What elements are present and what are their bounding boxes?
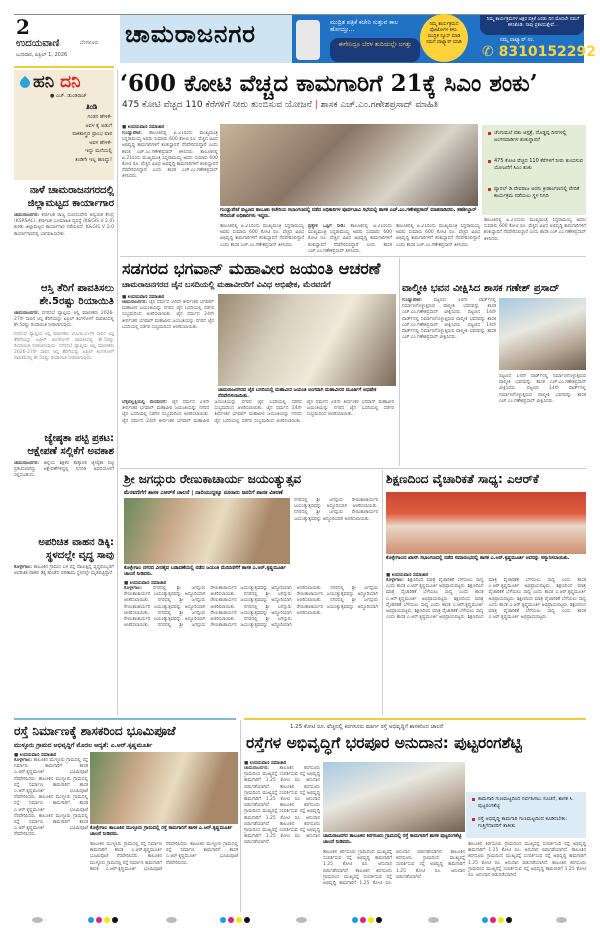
left-story-3 (14, 432, 114, 505)
body-text: ಪಟ್ಟಣದ 14ನೇ ವಾರ್ಡ್‌ನಲ್ಲಿ ನಿರ್ಮಾಣಗೊಳ್ಳುತ್ತಿರುವ ವಾಲ್ಮೀಕಿ ಭವನವನ್ನು ಶಾಸಕ ಎಚ್.ಎಂ.ಗಣೇಶಪ್ರಸಾದ್ ವೀಕ್ಷಿಸಿದರು. (402, 322, 496, 341)
renukacharya-columns (124, 580, 378, 716)
section-rule-yellow (244, 718, 586, 720)
dateline: ಕೊಳ್ಳೇಗಾಲ: (14, 758, 33, 763)
bhoomipooja-subhead: ಮುಳ್ಳೂರು ಗ್ರಾಮದ ಅಭಿವೃದ್ಧಿಗೆ ಮೊದಲ ಆದ್ಯತೆ: ಎ.ಆರ್.ಕೃಷ್ಣಮೂರ್ತಿ (14, 742, 153, 749)
yellow-dot (368, 917, 374, 923)
phone-hand-icon (296, 20, 320, 60)
body-text: ಶಿಕ್ಷಣದಿಂದ ಮಾತ್ರ ವೈಚಾರಿಕತೆ ಬೆಳೆಯಲು ಸಾಧ್ಯ ಎಂದು ಶಾಸಕ ಎ.ಆರ್.ಕೃಷ್ಣಮೂರ್ತಿ ಅಭಿಪ್ರಾಯಪಟ್ಟರು. (467, 578, 586, 621)
inline-subhead: ಪ್ರತ್ಯೇಕ ಒಪ್ಪಿಗೆ ನೀಡಿ: (308, 224, 346, 229)
body-text: ತಾಲೂಕಿನಲ್ಲಿ ಏ.21ರಂದು ಮುಖ್ಯಮಂತ್ರಿ ಸಿದ್ದರಾಮಯ್ಯ ಅವರು ಸುಮಾರು 600 ಕೋಟಿ ರೂ. ವೆಚ್ಚದ ವಿವಿಧ ಅಭಿವೃದ್ಧಿ ಕಾಮಗಾರಿಗಳಿಗೆ ಶಂಕುಸ್ಥಾಪನೆ ನೆರವೇರಿಸಲಿದ್ದಾರೆ ಎಂದು ಶಾಸಕ ಎಚ್.ಎಂ.ಗಣೇಶಪ್ರಸಾದ್ ತಿಳಿಸಿದರು. (122, 131, 218, 155)
body-text: ತಾಲೂಕಿನ ಕಿರಗಸೂರು ಗ್ರಾಮದಿಂದ ಮುಖ್ಯರಸ್ತೆ ಸಂಪರ್ಕಿಸುವ ರಸ್ತೆ ಅಭಿವೃದ್ಧಿ ಕಾಮಗಾರಿಗೆ 1.25 ಕೋಟಿ ರೂ. ಅನುದಾನ ಬಿಡುಗಡೆಯಾಗಿದೆ. (468, 842, 586, 854)
valmiki-headline[interactable]: ವಾಲ್ಮೀಕಿ ಭವನ ವೀಕ್ಷಿಸಿದ ಶಾಸಕ ಗಣೇಶ್ ಪ್ರಸಾದ್ (402, 283, 560, 294)
lead-headline[interactable]: ‘600 ಕೋಟಿ ವೆಚ್ಚದ ಕಾಮಗಾರಿಗೆ 21ಕ್ಕೆ ಸಿಎಂ ಶಂಕು’ (120, 70, 538, 97)
mahaveera-body-cont (122, 400, 394, 464)
story-headline[interactable]: ಆಸ್ತಿ ತೆರಿಗೆ ಪಾವತಿಸಲು ಶೇ.5ರಷ್ಟು ರಿಯಾಯಿತಿ (39, 283, 114, 307)
magenta-dot (228, 917, 234, 923)
highlight-item: ಕಾಮಗಾರಿ ಗುಣಮಟ್ಟದಿಂದ ನಿರ್ವಹಿಸಲು ಸೂಚನೆ, ಶಾಸಕ ಸಿ. ಪುಟ್ಟರಂಗಶೆಟ್ಟಿ (472, 796, 584, 809)
body-text: ಶಿಕ್ಷಣದಿಂದ ಮಾತ್ರ ವೈಚಾರಿಕತೆ ಬೆಳೆಯಲು ಸಾಧ್ಯ ಎಂದು ಶಾಸಕ ಎ.ಆರ್.ಕೃಷ್ಣಮೂರ್ತಿ ಅಭಿಪ್ರಾಯಪಟ್ಟರು. (488, 584, 586, 602)
black-dot (112, 917, 118, 923)
subhead-left: 475 ಕೋಟಿ ವೆಚ್ಚದ 110 ಕೆರೆಗಳಿಗೆ ನೀರು ತುಂಬಿಸುವ ಯೋಜನೆ (122, 100, 312, 110)
body-text: ತಾಲೂಕಿನ ಕಿರಗಸೂರು ಗ್ರಾಮದಿಂದ ಮುಖ್ಯರಸ್ತೆ ಸಂಪರ್ಕಿಸುವ ರಸ್ತೆ ಅಭಿವೃದ್ಧಿ ಕಾಮಗಾರಿಗೆ 1.25 ಕೋಟಿ ರೂ. ಅನುದಾನ ಬಿಡುಗಡೆಯಾಗಿದೆ. (244, 766, 320, 790)
roads-headline[interactable]: ರಸ್ತೆಗಳ ಅಭಿವೃದ್ಧಿಗೆ ಭರಪೂರ ಅನುದಾನ: ಪುಟ್ಟರಂಗಶೆಟ್ಟಿ (246, 734, 522, 752)
byline: ■ ಉದಯವಾಣಿ ಸಮಾಚಾರ (14, 753, 57, 758)
region-title: ಚಾಮರಾಜನಗರ (125, 20, 257, 48)
cmyk-marks (88, 917, 118, 923)
lead-body-col2 (220, 224, 304, 254)
lead-body-col3 (308, 224, 392, 254)
column-divider (240, 720, 241, 912)
registration-mark (296, 917, 307, 923)
body-text: ಜೈನ ಧರ್ಮದ 24ನೇ ತೀರ್ಥಂಕರ ಭಗವಾನ್ ಮಹಾವೀರ ಜಯಂತಿಯನ್ನು ನಗರದ ಜೈನ ಬಸದಿಯಲ್ಲಿ ಸಡಗರ ಸಂಭ್ರಮದಿಂದ ಆಚರಿಸಲಾಯಿತು. (306, 400, 394, 418)
story-headline[interactable]: ನಾಳೆ ಚಾಮರಾಜನಗರದಲ್ಲಿ ಜಿಲ್ಲಾಮಟ್ಟದ ಕಾರ್ಯಾಗಾರ (27, 185, 114, 209)
body-text: ತಾಲೂಕಿನಲ್ಲಿ ಏ.21ರಂದು ಮುಖ್ಯಮಂತ್ರಿ ಸಿದ್ದರಾಮಯ್ಯ ಅವರು ಸುಮಾರು 600 ಕೋಟಿ ರೂ. ವೆಚ್ಚದ ವಿವಿಧ ಅಭಿವೃದ್ಧಿ ಕಾಮಗಾರಿಗಳಿಗೆ ಶಂಕುಸ್ಥಾಪನೆ ನೆರವೇರಿಸಲಿದ್ದಾರೆ ಎಂದು ಶಾಸಕ ಎಚ್.ಎಂ.ಗಣೇಶಪ್ರಸಾದ್ ತಿಳಿಸಿದರು. (308, 224, 392, 254)
body-text: ನಗರದಲ್ಲಿ ಶ್ರೀ ಜಗದ್ಗುರು ರೇಣುಕಾಚಾರ್ಯರ ಜಯಂತ್ಯುತ್ಸವವನ್ನು ಅದ್ದೂರಿಯಾಗಿ ಆಚರಿಸಲಾಯಿತು. (124, 598, 206, 616)
roads-column (244, 760, 320, 916)
bhoomipooja-column (14, 752, 88, 918)
body-text: ನಗರದಲ್ಲಿ ಶ್ರೀ ಜಗದ್ಗುರು ರೇಣುಕಾಚಾರ್ಯರ ಜಯಂತ್ಯುತ್ಸವವನ್ನು ಅದ್ದೂರಿಯಾಗಿ ಆಚರಿಸಲಾಯಿತು. (210, 604, 292, 623)
roads-body-side (468, 842, 586, 912)
bhoomipooja-photo[interactable] (90, 752, 238, 824)
body-text: ನಗರದಲ್ಲಿ ಶ್ರೀ ಜಗದ್ಗುರು ರೇಣುಕಾಚಾರ್ಯರ ಜಯಂತ್ಯುತ್ಸವವನ್ನು ಅದ್ದೂರಿಯಾಗಿ ಆಚರಿಸಲಾಯಿತು. (296, 598, 378, 616)
photo-caption: ಚಾಮರಾಜನಗರದ ಜೈನ ಬಸದಿಯಲ್ಲಿ ಮಹಾವೀರ ಜಯಂತಿ ಅಂಗವಾಗಿ ಮಹಾವೀರರ ಮೂರ್ತಿಗೆ ಅಭಿಷೇಕ ನೆರವೇರಿಸಲಾಯಿತು. (218, 388, 377, 399)
poem-line: ಅವಳ ಕೈ ಅಡುಗೆ (85, 122, 112, 129)
body-text: ತಾಲೂಕಿನ ಮುಳ್ಳೂರು ಗ್ರಾಮದಲ್ಲಿ ರಸ್ತೆ ನಿರ್ಮಾಣ ಕಾಮಗಾರಿಗೆ ಶಾಸಕ ಎ.ಆರ್.ಕೃಷ್ಣಮೂರ್ತಿ ಭೂಮಿಪೂಜೆ ನೆರವೇರಿಸಿದರು. (14, 813, 88, 838)
body-text: ಶಿಕ್ಷಣದಿಂದ ಮಾತ್ರ ವೈಚಾರಿಕತೆ ಬೆಳೆಯಲು ಸಾಧ್ಯ ಎಂದು ಶಾಸಕ ಎ.ಆರ್.ಕೃಷ್ಣಮೂರ್ತಿ ಅಭಿಪ್ರಾಯಪಟ್ಟರು. (386, 578, 484, 590)
body-text: ತಾಲೂಕಿನ ಕಿರಗಸೂರು ಗ್ರಾಮದಿಂದ ಮುಖ್ಯರಸ್ತೆ ಸಂಪರ್ಕಿಸುವ ರಸ್ತೆ ಅಭಿವೃದ್ಧಿ ಕಾಮಗಾರಿಗೆ 1.25 ಕೋಟಿ ರೂ. ಅನುದಾನ ಬಿಡುಗಡೆಯಾಗಿದೆ. (244, 803, 320, 827)
dateline: ಚಾಮರಾಜನಗರ: (14, 461, 40, 466)
renukacharya-headline[interactable]: ಶ್ರೀ ಜಗದ್ಗುರು ರೇಣುಕಾಚಾರ್ಯ ಜಯಂತ್ಯುತ್ಸವ (124, 472, 302, 486)
meeting-photo[interactable] (220, 124, 478, 206)
roads-body-cont (323, 850, 465, 912)
story-body (124, 586, 378, 716)
black-dot (506, 917, 512, 923)
body-text: ನಗರದಲ್ಲಿ ಶ್ರೀ ಜಗದ್ಗುರು ರೇಣುಕಾಚಾರ್ಯರ ಜಯಂತ್ಯುತ್ಸವವನ್ನು ಅದ್ದೂರಿಯಾಗಿ ಆಚರಿಸಲಾಯಿತು. (296, 586, 378, 604)
magenta-dot (490, 917, 496, 923)
body-text: ನಗರಸಭೆ ವ್ಯಾಪ್ತಿಯ ಆಸ್ತಿ ಮಾಲೀಕರು 2026-27ನೇ ಸಾಲಿನ ಆಸ್ತಿ ತೆರಿಗೆಯನ್ನು ಏಪ್ರಿಲ್ ತಿಂಗಳೊಳಗೆ ಪಾವತಿಸಿದಲ್ಲಿ ಶೇ.5ರಷ್ಟು ರಿಯಾಯಿತಿ ನೀಡಲಾಗುವುದು. (14, 331, 114, 350)
body-text: ಜೈನ ಧರ್ಮದ 24ನೇ ತೀರ್ಥಂಕರ ಭಗವಾನ್ ಮಹಾವೀರ ಜಯಂತಿಯನ್ನು ನಗರದ ಜೈನ ಬಸದಿಯಲ್ಲಿ ಸಡಗರ ಸಂಭ್ರಮದಿಂದ ಆಚರಿಸಲಾಯಿತು. (122, 400, 210, 418)
photo-caption: ಕೊಳ್ಳೇಗಾಲ ನಗರದ ವೀರಶೈವ ಬಡಾವಣೆಯಲ್ಲಿ ನಡೆದ ಜಯಂತಿ ಮೆರವಣಿಗೆಗೆ ಶಾಸಕ ಎ.ಆರ್.ಕೃಷ್ಣಮೂರ್ತಿ ಚಾಲನೆ ನೀಡಿದರು. (124, 566, 286, 577)
photo-caption: ಕೊಳ್ಳೇಗಾಲ ತಾಲೂಕಿನ ಮುಳ್ಳೂರು ಗ್ರಾಮದಲ್ಲಿ ರಸ್ತೆ ಕಾಮಗಾರಿಗೆ ಶಾಸಕ ಎ.ಆರ್.ಕೃಷ್ಣಮೂರ್ತಿ ಚಾಲನೆ ನೀಡಿದರು. (90, 826, 233, 837)
bhoomipooja-body-cont (90, 842, 238, 912)
valmiki-body-cont (499, 374, 586, 464)
mahaveera-photo[interactable] (218, 294, 396, 386)
lead-body-col4 (396, 224, 480, 254)
body-text: ತಾಲೂಕಿನ ಗ್ರಾಮದ ಬಳಿ ರಸ್ತೆ ದಾಟುತ್ತಿದ್ದ ವೃದ್ಧರೊಬ್ಬರಿಗೆ ಅಪರಿಚಿತ ವಾಹನ ಡಿಕ್ಕಿ ಹೊಡೆದ ಪರಿಣಾಮ ಸ್ಥಳದಲ್ಲೇ ಮೃತಪಟ್ಟಿದ್ದಾರೆ. (14, 565, 114, 577)
body-text: ನಗರದಲ್ಲಿ ಶ್ರೀ ಜಗದ್ಗುರು ರೇಣುಕಾಚಾರ್ಯರ ಜಯಂತ್ಯುತ್ಸವವನ್ನು ಅದ್ದೂರಿಯಾಗಿ ಆಚರಿಸಲಾಯಿತು. (157, 586, 292, 629)
highlight-item: ರಸ್ತೆ ಅಭಿವೃದ್ಧಿ ಕಾಮಗಾರಿ ಗುಣಮಟ್ಟದಿಂದ ಕೂಡಿರಬೇಕು: ಗುತ್ತಿಗೆದಾರರಿಗೆ ತಾಕೀತು (472, 816, 584, 829)
cyan-dot (88, 917, 94, 923)
body-text: ತಾಲೂಕಿನ ಮುಳ್ಳೂರು ಗ್ರಾಮದಲ್ಲಿ ರಸ್ತೆ ನಿರ್ಮಾಣ ಕಾಮಗಾರಿಗೆ ಶಾಸಕ ಎ.ಆರ್.ಕೃಷ್ಣಮೂರ್ತಿ ಭೂಮಿಪೂಜೆ ನೆರವೇರಿಸಿದರು. (14, 758, 88, 782)
body-text: ತಾಲೂಕಿನಲ್ಲಿ ಏ.21ರಂದು ಮುಖ್ಯಮಂತ್ರಿ ಸಿದ್ದರಾಮಯ್ಯ ಅವರು ಸುಮಾರು 600 ಕೋಟಿ ರೂ. ವೆಚ್ಚದ ವಿವಿಧ ಅಭಿವೃದ್ಧಿ ಕಾಮಗಾರಿಗಳಿಗೆ ಶಂಕುಸ್ಥಾಪನೆ ನೆರವೇರಿಸಲಿದ್ದಾರೆ ಎಂದು ಶಾಸಕ ಎಚ್.ಎಂ.ಗಣೇಶಪ್ರಸಾದ್ ತಿಳಿಸಿದರು. (122, 149, 218, 180)
highlight-item: ಪ್ಯಾನಲ್ ಡಿ.ದೇವರಾಜ ಅರಸು ಕ್ರೀಡಾಂಗಣದಲ್ಲಿ ವೇದಿಕೆ ಕಾರ್ಯಕ್ರಮ ನಡೆಯಲು ಸ್ಥಳ ನಿಗದಿ (488, 186, 583, 199)
body-text: ತಾಲೂಕಿನ ಮುಳ್ಳೂರು ಗ್ರಾಮದಲ್ಲಿ ರಸ್ತೆ ನಿರ್ಮಾಣ ಕಾಮಗಾರಿಗೆ ಶಾಸಕ ಎ.ಆರ್.ಕೃಷ್ಣಮೂರ್ತಿ ಭೂಮಿಪೂಜೆ ನೆರವೇರಿಸಿದರು. (14, 776, 88, 801)
byline: ■ ಉದಯವಾಣಿ ಸಮಾಚಾರ (244, 761, 287, 766)
body-text: ನಗರಸಭೆ ವ್ಯಾಪ್ತಿಯ ಆಸ್ತಿ ಮಾಲೀಕರು 2026-27ನೇ ಸಾಲಿನ ಆಸ್ತಿ ತೆರಿಗೆಯನ್ನು ಏಪ್ರಿಲ್ ತಿಂಗಳೊಳಗೆ ಪಾವತಿಸಿದಲ್ಲಿ ಶೇ.5ರಷ್ಟು ರಿಯಾಯಿತಿ ನೀಡಲಾಗುವುದು. (14, 344, 114, 362)
mahaveera-column (122, 294, 214, 396)
body-text: ತಾಲೂಕಿನ ಮುಳ್ಳೂರು ಗ್ರಾಮದಲ್ಲಿ ರಸ್ತೆ ನಿರ್ಮಾಣ ಕಾಮಗಾರಿಗೆ ಶಾಸಕ ಎ.ಆರ್.ಕೃಷ್ಣಮೂರ್ತಿ ಭೂಮಿಪೂಜೆ ನೆರವೇರಿಸಿದರು. (14, 795, 88, 819)
body-text: ಜೈನ ಧರ್ಮದ 24ನೇ ತೀರ್ಥಂಕರ ಭಗವಾನ್ ಮಹಾವೀರ ಜಯಂತಿಯನ್ನು ನಗರದ ಜೈನ ಬಸದಿಯಲ್ಲಿ ಸಡಗರ ಸಂಭ್ರಮದಿಂದ ಆಚರಿಸಲಾಯಿತು. (122, 400, 302, 424)
byline: ■ ಉದಯವಾಣಿ ಸಮಾಚಾರ (124, 581, 167, 586)
body-text: ಪಟ್ಟಣದ 14ನೇ ವಾರ್ಡ್‌ನಲ್ಲಿ ನಿರ್ಮಾಣಗೊಳ್ಳುತ್ತಿರುವ ವಾಲ್ಮೀಕಿ ಭವನವನ್ನು ಶಾಸಕ ಎಚ್.ಎಂ.ಗಣೇಶಪ್ರಸಾದ್ ವೀಕ್ಷಿಸಿದರು. (402, 310, 496, 328)
poem-line: ಇದ್ದು ಮನೆಯಲ್ಲಿ (85, 148, 112, 154)
poem-line: ತಿಂಡಿಗೇ ಇಲ್ಲ ಹಣದ್ದು! (75, 156, 112, 163)
body-text: ತಾಲೂಕಿನ ಕಿರಗಸೂರು ಗ್ರಾಮದಿಂದ ಮುಖ್ಯರಸ್ತೆ ಸಂಪರ್ಕಿಸುವ ರಸ್ತೆ ಅಭಿವೃದ್ಧಿ ಕಾಮಗಾರಿಗೆ 1.25 ಕೋಟಿ ರೂ. ಅನುದಾನ ಬಿಡುಗಡೆಯಾಗಿದೆ. (468, 848, 586, 866)
body-text: ಶಿಕ್ಷಣದಿಂದ ಮಾತ್ರ ವೈಚಾರಿಕತೆ ಬೆಳೆಯಲು ಸಾಧ್ಯ ಎಂದು ಶಾಸಕ ಎ.ಆರ್.ಕೃಷ್ಣಮೂರ್ತಿ ಅಭಿಪ್ರಾಯಪಟ್ಟರು. (386, 609, 484, 621)
left-story-4 (14, 536, 114, 715)
edition-label: ಬೆಂಗಳೂರು (80, 40, 99, 46)
dateline: ಗುಂಡ್ಲುಪೇಟೆ: (402, 298, 422, 303)
subhead-separator: | (314, 100, 318, 110)
poem-text (40, 113, 112, 164)
registration-mark (428, 917, 439, 923)
body-text: ತಾಲೂಕಿನ ಕಿರಗಸೂರು ಗ್ರಾಮದಿಂದ ಮುಖ್ಯರಸ್ತೆ ಸಂಪರ್ಕಿಸುವ ರಸ್ತೆ ಅಭಿವೃದ್ಧಿ ಕಾಮಗಾರಿಗೆ 1.25 ಕೋಟಿ ರೂ. ಅನುದಾನ ಬಿಡುಗಡೆಯಾಗಿದೆ. (468, 860, 586, 879)
story-body (14, 565, 114, 715)
column-divider (382, 470, 383, 715)
body-text: ನಗರದಲ್ಲಿ ಶ್ರೀ ಜಗದ್ಗುರು ರೇಣುಕಾಚಾರ್ಯರ ಜಯಂತ್ಯುತ್ಸವವನ್ನು ಅದ್ದೂರಿಯಾಗಿ ಆಚರಿಸಲಾಯಿತು. (210, 592, 292, 610)
whatsapp-icon: ✆ (482, 44, 499, 60)
dateline: ಚಾಮರಾಜನಗರ: (244, 766, 270, 771)
ad-phone-value: 8310152292 (498, 44, 597, 60)
registration-mark (32, 917, 43, 923)
cmyk-marks (220, 917, 250, 923)
cyan-dot (482, 917, 488, 923)
story-body-filler (14, 332, 114, 388)
story-headline[interactable]: ಜ್ಯೇಷ್ಠತಾ ಪಟ್ಟಿ ಪ್ರಕಟ: ಆಕ್ಷೇಪಣೆ ಸಲ್ಲಿಕೆಗೆ ಅವಕಾಶ (27, 433, 114, 457)
education-headline[interactable]: ಶಿಕ್ಷಣದಿಂದ ವೈಚಾರಿಕತೆ ಸಾಧ್ಯ: ಎಆರ್‌ಕೆ (386, 472, 539, 486)
byline: ■ ಉದಯವಾಣಿ ಸಮಾಚಾರ (386, 573, 429, 578)
body-text: ನಗರದಲ್ಲಿ ಶ್ರೀ ಜಗದ್ಗುರು ರೇಣುಕಾಚಾರ್ಯರ ಜಯಂತ್ಯುತ್ಸವವನ್ನು ಅದ್ದೂರಿಯಾಗಿ ಆಚರಿಸಲಾಯಿತು. (124, 586, 206, 604)
roads-kicker: 1.25 ಕೋಟಿ ರೂ. ವೆಚ್ಚದಲ್ಲಿ ಕಿರಗಸೂರು ಮಾರ್ಗ ರಸ್ತೆ ಅಭಿವೃದ್ಧಿಗೆ ಶಾಸಕರಿಂದ ಚಾಲನೆ (290, 724, 444, 730)
body-text: ತಾಲೂಕಿನ ಮುಳ್ಳೂರು ಗ್ರಾಮದಲ್ಲಿ ರಸ್ತೆ ನಿರ್ಮಾಣ ಕಾಮಗಾರಿಗೆ ಶಾಸಕ ಎ.ಆರ್.ಕೃಷ್ಣಮೂರ್ತಿ ಭೂಮಿಪೂಜೆ ನೆರವೇರಿಸಿದರು. (166, 842, 238, 866)
story-body (14, 213, 114, 238)
cyan-dot (220, 917, 226, 923)
lead-body-col5 (484, 218, 586, 254)
lead-story-column (122, 124, 218, 251)
poem-line: ಅವಳ ಹೇಳಿಕೆ- (89, 139, 112, 146)
hani-dani-author: ● ಎಚ್. ಡುಂಡಿರಾಜ್ (50, 93, 87, 99)
byline: ■ ಉದಯವಾಣಿ ಸಮಾಚಾರ (122, 125, 165, 130)
story-body (14, 461, 114, 505)
body-text: ತಾಲೂಕಿನ ಕಿರಗಸೂರು ಗ್ರಾಮದಿಂದ ಮುಖ್ಯರಸ್ತೆ ಸಂಪರ್ಕಿಸುವ ರಸ್ತೆ ಅಭಿವೃದ್ಧಿ ಕಾಮಗಾರಿಗೆ 1.25 ಕೋಟಿ ರೂ. ಅನುದಾನ ಬಿಡುಗಡೆಯಾಗಿದೆ. (323, 850, 392, 874)
yellow-dot (498, 917, 504, 923)
body-text: ಜೈನ ಧರ್ಮದ 24ನೇ ತೀರ್ಥಂಕರ ಭಗವಾನ್ ಮಹಾವೀರ ಜಯಂತಿಯನ್ನು ನಗರದ ಜೈನ ಬಸದಿಯಲ್ಲಿ ಸಡಗರ ಸಂಭ್ರಮದಿಂದ ಆಚರಿಸಲಾಯಿತು. (122, 300, 214, 318)
photo-caption: ಗುಂಡ್ಲುಪೇಟೆ ಪಟ್ಟಣದ ತಾಲೂಕು ಕಚೇರಿಯ ಸಭಾಂಗಣದಲ್ಲಿ ನಡೆದ ಅಧಿಕಾರಿಗಳ ಪೂರ್ವಭಾವಿ ಸಭೆಯಲ್ಲಿ ಶಾಸಕ ಎಚ್.ಎಂ.ಗಣೇಶಪ್ರಸಾದ್ ಮಾತನಾಡಿದರು. ತಹಶೀಲ್ದಾರ್ ಸೇರಿದಂತೆ ಅಧಿಕಾರಿಗಳು ಇದ್ದರು. (220, 208, 477, 219)
yellow-dot (104, 917, 110, 923)
dateline: ಚಾಮರಾಜನಗರ: (122, 300, 148, 305)
body-text: ಪಟ್ಟಣದ 14ನೇ ವಾರ್ಡ್‌ನಲ್ಲಿ ನಿರ್ಮಾಣಗೊಳ್ಳುತ್ತಿರುವ ವಾಲ್ಮೀಕಿ ಭವನವನ್ನು ಶಾಸಕ ಎಚ್.ಎಂ.ಗಣೇಶಪ್ರಸಾದ್ ವೀಕ್ಷಿಸಿದರು. (402, 298, 496, 316)
subhead-right: ಶಾಸಕ ಎಚ್.ಎಂ.ಗಣೇಶಪ್ರಸಾದ್ ಮಾಹಿತಿ (320, 100, 439, 110)
dateline: ಕೊಳ್ಳೇಗಾಲ: (124, 586, 143, 591)
body-text: ತಾಲೂಕಿನಲ್ಲಿ ಏ.21ರಂದು ಮುಖ್ಯಮಂತ್ರಿ ಸಿದ್ದರಾಮಯ್ಯ ಅವರು ಸುಮಾರು 600 ಕೋಟಿ ರೂ. ವೆಚ್ಚದ ವಿವಿಧ ಅಭಿವೃದ್ಧಿ ಕಾಮಗಾರಿಗಳಿಗೆ ಶಂಕುಸ್ಥಾಪನೆ ನೆರವೇರಿಸಲಿದ್ದಾರೆ ಎಂದು ಶಾಸಕ ಎಚ್.ಎಂ.ಗಣೇಶಪ್ರಸಾದ್ ತಿಳಿಸಿದರು. (220, 224, 304, 248)
body-text: ತಾಲೂಕಿನ ಕಿರಗಸೂರು ಗ್ರಾಮದಿಂದ ಮುಖ್ಯರಸ್ತೆ ಸಂಪರ್ಕಿಸುವ ರಸ್ತೆ ಅಭಿವೃದ್ಧಿ ಕಾಮಗಾರಿಗೆ 1.25 ಕೋಟಿ ರೂ. ಅನುದಾನ ಬಿಡುಗಡೆಯಾಗಿದೆ. (244, 784, 320, 809)
ad-tagline: ಮುದ್ರಿತ ಪತ್ರಿಕೆ ಕಚೇರಿ ಸುತ್ತುವ ಕಾಲ ಹೋಯ್ತು... (330, 19, 398, 33)
body-text: ಶಿಕ್ಷಣದಿಂದ ಮಾತ್ರ ವೈಚಾರಿಕತೆ ಬೆಳೆಯಲು ಸಾಧ್ಯ ಎಂದು ಶಾಸಕ ಎ.ಆರ್.ಕೃಷ್ಣಮೂರ್ತಿ ಅಭಿಪ್ರಾಯಪಟ್ಟರು. (488, 596, 586, 608)
mahaveera-subhead: ಚಾಮರಾಜನಗರದ ಜೈನ ಬಸದಿಯಲ್ಲಿ ಮಹಾವೀರರಿಗೆ ವಿವಿಧ ಅಭಿಷೇಕ, ಮೆರವಣಿಗೆ (122, 280, 331, 289)
left-story-2 (14, 282, 114, 388)
date-line: ಬುಧವಾರ, ಏಪ್ರಿಲ್ 1, 2026 (16, 52, 68, 58)
registration-mark (556, 917, 567, 923)
ad-info-text: ನಿಮ್ಮ ಕಾರ್ಯಕ್ರಮಗಳ ಅಕ್ಷರ ಪತ್ರಿಕೆ ಎರಡು ದಿನ ಮೊದಲೇ ನಮಗೆ ಕಳಿಸಿಕೊಡಿ. ನಾವು ಪ್ರಕಟಿಸುತ್ತೇವೆ... (486, 17, 580, 28)
highlight-item: ಚೆಂಗುಮಲೆ ಪಶು ಆಸ್ಪತ್ರೆ, ದೊಡ್ಡಪ್ಪ ದಿನಗಳಲ್ಲಿ ಅಂಗನವಾಡಿಗಳ ಶಂಕುಸ್ಥಾಪನೆ (488, 130, 583, 143)
body-text: ಶಿಕ್ಷಣದಿಂದ ಮಾತ್ರ ವೈಚಾರಿಕತೆ ಬೆಳೆಯಲು ಸಾಧ್ಯ ಎಂದು ಶಾಸಕ ಎ.ಆರ್.ಕೃಷ್ಣಮೂರ್ತಿ ಅಭಿಪ್ರಾಯಪಟ್ಟರು. (386, 596, 484, 615)
cmyk-marks (352, 917, 382, 923)
left-story-1 (14, 184, 114, 238)
dateline: ಚಾಮರಾಜನಗರ: (14, 311, 40, 316)
body-text: ತಾಲೂಕಿನ ಕಿರಗಸೂರು ಗ್ರಾಮದಿಂದ ಮುಖ್ಯರಸ್ತೆ ಸಂಪರ್ಕಿಸುವ ರಸ್ತೆ ಅಭಿವೃದ್ಧಿ ಕಾಮಗಾರಿಗೆ 1.25 ಕೋಟಿ ರೂ. ಅನುದಾನ ಬಿಡುಗಡೆಯಾಗಿದೆ. (244, 821, 320, 846)
body-text: ಶಿಕ್ಷಣದಿಂದ ಮಾತ್ರ ವೈಚಾರಿಕತೆ ಬೆಳೆಯಲು ಸಾಧ್ಯ ಎಂದು ಶಾಸಕ ಎ.ಆರ್.ಕೃಷ್ಣಮೂರ್ತಿ ಅಭಿಪ್ರಾಯಪಟ್ಟರು. (386, 584, 484, 602)
photo-caption: ಚಾಮರಾಜನಗರ ತಾಲೂಕಿನ ಕಿರಗಸೂರು ಗ್ರಾಮದಲ್ಲಿ ರಸ್ತೆ ಕಾಮಗಾರಿಗೆ ಶಾಸಕ ಪುಟ್ಟರಂಗಶೆಟ್ಟಿ ಚಾಲನೆ ನೀಡಿದರು. (323, 834, 462, 845)
valmiki-body (402, 298, 496, 464)
body-text: ಜೈನ ಧರ್ಮದ 24ನೇ ತೀರ್ಥಂಕರ ಭಗವಾನ್ ಮಹಾವೀರ ಜಯಂತಿಯನ್ನು ನಗರದ ಜೈನ ಬಸದಿಯಲ್ಲಿ ಸಡಗರ ಸಂಭ್ರಮದಿಂದ ಆಚರಿಸಲಾಯಿತು. (214, 406, 302, 424)
body-text: ತಾಲೂಕಿನ ಕಿರಗಸೂರು ಗ್ರಾಮದಿಂದ ಮುಖ್ಯರಸ್ತೆ ಸಂಪರ್ಕಿಸುವ ರಸ್ತೆ ಅಭಿವೃದ್ಧಿ ಕಾಮಗಾರಿಗೆ 1.25 ಕೋಟಿ ರೂ. ಅನುದಾನ ಬಿಡುಗಡೆಯಾಗಿದೆ. (396, 850, 465, 880)
inline-subhead: ಬೆಳ್ಳಿಪಲ್ಲಕ್ಕಿಯಲ್ಲಿ ಮೆರವಣಿಗೆ: (122, 400, 168, 405)
lead-body (122, 131, 218, 251)
body-text: ಜೈನ ಧರ್ಮದ 24ನೇ ತೀರ್ಥಂಕರ ಭಗವಾನ್ ಮಹಾವೀರ ಜಯಂತಿಯನ್ನು ನಗರದ ಜೈನ ಬಸದಿಯಲ್ಲಿ ಸಡಗರ ಸಂಭ್ರಮದಿಂದ ಆಚರಿಸಲಾಯಿತು. (122, 312, 214, 330)
black-dot (376, 917, 382, 923)
body-text: ಕರ್ನಾಟಕ ರಾಜ್ಯ ದೂರಸಂವೇದಿ ಅನ್ವಯಿಕ ಕೇಂದ್ರ (KSRSAC), ಕರ್ನಾಟಕ ಭೂಮಾಹಿತಿ ವ್ಯವಸ್ಥೆ (K&GIS V 2.0) ಕುರಿತು ಜಿಲ್ಲಾಮಟ್ಟದ ಕಾರ್ಯಾಗಾರ ನಡೆಯಲಿದೆ. K&GIS V 2.0 ಕಾರ್ಯಾಗಾರದಲ್ಲಿ ಭಾಗವಹಿಸಬೇಕು. (14, 213, 114, 237)
body-text: ಪಟ್ಟಣದ 14ನೇ ವಾರ್ಡ್‌ನಲ್ಲಿ ನಿರ್ಮಾಣಗೊಳ್ಳುತ್ತಿರುವ ವಾಲ್ಮೀಕಿ ಭವನವನ್ನು ಶಾಸಕ ಎಚ್.ಎಂ.ಗಣೇಶಪ್ರಸಾದ್ ವೀಕ್ಷಿಸಿದರು. (499, 386, 586, 404)
poem-line: ಗಂಡನ ಹೇಳಿಕೆ- (87, 114, 112, 120)
body-text: ತಾಲೂಕಿನ ಮುಳ್ಳೂರು ಗ್ರಾಮದಲ್ಲಿ ರಸ್ತೆ ನಿರ್ಮಾಣ ಕಾಮಗಾರಿಗೆ ಶಾಸಕ ಎ.ಆರ್.ಕೃಷ್ಣಮೂರ್ತಿ ಭೂಮಿಪೂಜೆ ನೆರವೇರಿಸಿದರು. (90, 842, 189, 872)
section-rule (120, 256, 586, 257)
dateline: ಕೊಳ್ಳೇಗಾಲ: (14, 565, 33, 570)
dateline: ಕೊಳ್ಳೇಗಾಲ: (386, 578, 405, 583)
story-body (122, 300, 214, 396)
story-body (244, 766, 320, 916)
body-text: ತಾಲೂಕಿನಲ್ಲಿ ಏ.21ರಂದು ಮುಖ್ಯಮಂತ್ರಿ ಸಿದ್ದರಾಮಯ್ಯ ಅವರು ಸುಮಾರು 600 ಕೋಟಿ ರೂ. ವೆಚ್ಚದ ವಿವಿಧ ಅಭಿವೃದ್ಧಿ ಕಾಮಗಾರಿಗಳಿಗೆ ಶಂಕುಸ್ಥಾಪನೆ ನೆರವೇರಿಸಲಿದ್ದಾರೆ ಎಂದು ಶಾಸಕ ಎಚ್.ಎಂ.ಗಣೇಶಪ್ರಸಾದ್ ತಿಳಿಸಿದರು. (396, 224, 480, 248)
body-text: ತಾಲೂಕಿನ ಕಿರಗಸೂರು ಗ್ರಾಮದಿಂದ ಮುಖ್ಯರಸ್ತೆ ಸಂಪರ್ಕಿಸುವ ರಸ್ತೆ ಅಭಿವೃದ್ಧಿ ಕಾಮಗಾರಿಗೆ 1.25 ಕೋಟಿ ರೂ. ಅನುದಾನ ಬಿಡುಗಡೆಯಾಗಿದೆ. (323, 850, 444, 887)
registration-mark (166, 917, 177, 923)
body-text: ಶಿಕ್ಷಣದಿಂದ ಮಾತ್ರ ವೈಚಾರಿಕತೆ ಬೆಳೆಯಲು ಸಾಧ್ಯ ಎಂದು ಶಾಸಕ ಎ.ಆರ್.ಕೃಷ್ಣಮೂರ್ತಿ ಅಭಿಪ್ರಾಯಪಟ್ಟರು. (488, 602, 586, 621)
mahaveera-headline[interactable]: ಸಡಗರದ ಭಗವಾನ್ ಮಹಾವೀರ ಜಯಂತಿ ಆಚರಣೆ (122, 259, 381, 278)
body-text: ನಗರದಲ್ಲಿ ಶ್ರೀ ಜಗದ್ಗುರು ರೇಣುಕಾಚಾರ್ಯರ ಜಯಂತ್ಯುತ್ಸವವನ್ನು ಅದ್ದೂರಿಯಾಗಿ ಆಚರಿಸಲಾಯಿತು. (294, 498, 378, 510)
renukacharya-subhead: ಮೆರವಣಿಗೆಗೆ ಶಾಸಕ ಎಆರ್‌ಕೆ ಚಾಲನೆ | ದಾರಿಯುದ್ದಕ್ಕೂ ನೂರಾರು ಜನರಿಗೆ ಪಾನಕ ವಿತರಣೆ (124, 490, 283, 496)
poem-line: ಪಾಕಶಾಸ್ತ್ರದ ಪ್ರಾಂಭ ಪಾಠ (72, 131, 112, 137)
paper-name: ಉದಯವಾಣಿ (16, 38, 60, 49)
body-text: ನಗರದಲ್ಲಿ ಶ್ರೀ ಜಗದ್ಗುರು ರೇಣುಕಾಚಾರ್ಯರ ಜಯಂತ್ಯುತ್ಸವವನ್ನು ಅದ್ದೂರಿಯಾಗಿ ಆಚರಿಸಲಾಯಿತು. (124, 610, 206, 629)
dateline: ಚಾಮರಾಜನಗರ: (14, 213, 40, 218)
section-rule-blue (14, 718, 236, 720)
renukacharya-photo[interactable] (124, 498, 290, 564)
ad-phone-number[interactable] (482, 44, 596, 60)
column-divider (117, 70, 118, 715)
cyan-dot (352, 917, 358, 923)
byline: ■ ಉದಯವಾಣಿ ಸಮಾಚಾರ (122, 295, 165, 300)
hani-dani-title-black: ಹನಿ (33, 72, 55, 92)
valmiki-photo[interactable] (499, 298, 586, 370)
roads-photo[interactable] (323, 762, 465, 832)
bhoomipooja-headline[interactable]: ರಸ್ತೆ ನಿರ್ಮಾಣಕ್ಕೆ ಶಾಸಕರಿಂದ ಭೂಮಿಪೂಜೆ (14, 724, 176, 738)
yellow-rule (14, 66, 114, 68)
story-body (386, 578, 586, 716)
section-rule (120, 468, 586, 469)
cmyk-marks (482, 917, 512, 923)
body-text: ತಾಲೂಕಿನಲ್ಲಿ ಏ.21ರಂದು ಮುಖ್ಯಮಂತ್ರಿ ಸಿದ್ದರಾಮಯ್ಯ ಅವರು ಸುಮಾರು 600 ಕೋಟಿ ರೂ. ವೆಚ್ಚದ ವಿವಿಧ ಅಭಿವೃದ್ಧಿ ಕಾಮಗಾರಿಗಳಿಗೆ ಶಂಕುಸ್ಥಾಪನೆ ನೆರವೇರಿಸಲಿದ್ದಾರೆ ಎಂದು ಶಾಸಕ ಎಚ್.ಎಂ.ಗಣೇಶಪ್ರಸಾದ್ ತಿಳಿಸಿದರು. (484, 218, 586, 242)
body-text: ನಗರದಲ್ಲಿ ಶ್ರೀ ಜಗದ್ಗುರು ರೇಣುಕಾಚಾರ್ಯರ ಜಯಂತ್ಯುತ್ಸವವನ್ನು ಅದ್ದೂರಿಯಾಗಿ ಆಚರಿಸಲಾಯಿತು. (294, 510, 378, 522)
body-text: ನಗರದಲ್ಲಿ ಶ್ರೀ ಜಗದ್ಗುರು ರೇಣುಕಾಚಾರ್ಯರ ಜಯಂತ್ಯುತ್ಸವವನ್ನು ಅದ್ದೂರಿಯಾಗಿ ಆಚರಿಸಲಾಯಿತು. (210, 586, 323, 629)
renukacharya-body-top (294, 498, 378, 578)
poem-heading: ತಿಂಡಿ (86, 103, 98, 111)
ad-circle-text: ನಿಮ್ಮ ಕಾರ್ಯಕ್ರಮದ ಫೋಟೋಗಳ ಕಳಿಸಿ. ಮುದ್ರಿತ ನ್ಯೂಸ್ ಮಾಡಿ ನಮಗೆ ವಾಟ್ಸ್ಯಾಪ್ ಮಾಡಿ (426, 22, 462, 45)
highlight-item: 475 ಕೋಟಿ ವೆಚ್ಚದ 110 ಕೆರೆಗಳಿಗೆ ನೀರು ತುಂಬಿಸುವ ಯೋಜನೆಗೆ ಸಿಎಂ ಶಂಕು (488, 158, 583, 171)
body-text: ಜಿಲ್ಲೆಯ ಶಿಕ್ಷಕರ ತಾತ್ಕಾಲಿಕ ಜ್ಯೇಷ್ಠತಾ ಪಟ್ಟಿ ಪ್ರಕಟಿಸಲಾಗಿದ್ದು ಆಕ್ಷೇಪಣೆಗಳಿದ್ದಲ್ಲಿ ನಿಗದಿತ ಅವಧಿಯೊಳಗೆ ಸಲ್ಲಿಸಬಹುದು. (14, 461, 114, 479)
magenta-dot (96, 917, 102, 923)
story-body (14, 311, 114, 330)
story-body (14, 758, 88, 918)
body-text: ನಗರಸಭೆ ವ್ಯಾಪ್ತಿಯ ಆಸ್ತಿ ಮಾಲೀಕರು 2026-27ನೇ ಸಾಲಿನ ಆಸ್ತಿ ತೆರಿಗೆಯನ್ನು ಏಪ್ರಿಲ್ ತಿಂಗಳೊಳಗೆ ಪಾವತಿಸಿದಲ್ಲಿ ಶೇ.5ರಷ್ಟು ರಿಯಾಯಿತಿ ನೀಡಲಾಗುವುದು. (14, 311, 114, 329)
story-headline[interactable]: ಅಪರಿಚಿತ ವಾಹನ ಡಿಕ್ಕಿ: ಸ್ಥಳದಲ್ಲೇ ವೃದ್ಧ ಸಾವು (38, 537, 114, 561)
hani-dani-title (33, 72, 81, 92)
body-text: ತಾಲೂಕಿನ ಮುಳ್ಳೂರು ಗ್ರಾಮದಲ್ಲಿ ರಸ್ತೆ ನಿರ್ಮಾಣ ಕಾಮಗಾರಿಗೆ ಶಾಸಕ ಎ.ಆರ್.ಕೃಷ್ಣಮೂರ್ತಿ ಭೂಮಿಪೂಜೆ ನೆರವೇರಿಸಿದರು. (90, 842, 162, 860)
ad-pill-text: ಈಗೇನಿದ್ರೂ ಬೆರಳ ತುದಿಯಲ್ಲೇ ಜಗತ್ತು (338, 41, 412, 48)
education-columns (386, 572, 586, 716)
hani-dani-title-red: ದನಿ (60, 72, 81, 92)
dateline: ಗುಂಡ್ಲುಪೇಟೆ: (122, 131, 142, 136)
page-number: 2 (16, 15, 30, 39)
lead-subhead (122, 100, 438, 110)
education-photo[interactable] (386, 492, 586, 554)
body-text: ಪಟ್ಟಣದ 14ನೇ ವಾರ್ಡ್‌ನಲ್ಲಿ ನಿರ್ಮಾಣಗೊಳ್ಳುತ್ತಿರುವ ವಾಲ್ಮೀಕಿ ಭವನವನ್ನು ಶಾಸಕ ಎಚ್.ಎಂ.ಗಣೇಶಪ್ರಸಾದ್ ವೀಕ್ಷಿಸಿದರು. (499, 374, 586, 392)
photo-caption: ಕೊಳ್ಳೇಗಾಲದ ಖಾಸಗಿ ಸಭಾಂಗಣದಲ್ಲಿ ನಡೆದ ಸಮಾರಂಭದಲ್ಲಿ ಶಾಸಕ ಎ.ಆರ್.ಕೃಷ್ಣಮೂರ್ತಿ ಅವರನ್ನು ಸನ್ಮಾನಿಸಲಾಯಿತು. (386, 556, 570, 561)
ad-phone-label: ನಮ್ಮ ವಾಟ್ಸ್ಯಾಪ್ ನಂ. (500, 37, 535, 43)
black-dot (244, 917, 250, 923)
magenta-dot (360, 917, 366, 923)
yellow-dot (236, 917, 242, 923)
column-divider (399, 258, 400, 466)
